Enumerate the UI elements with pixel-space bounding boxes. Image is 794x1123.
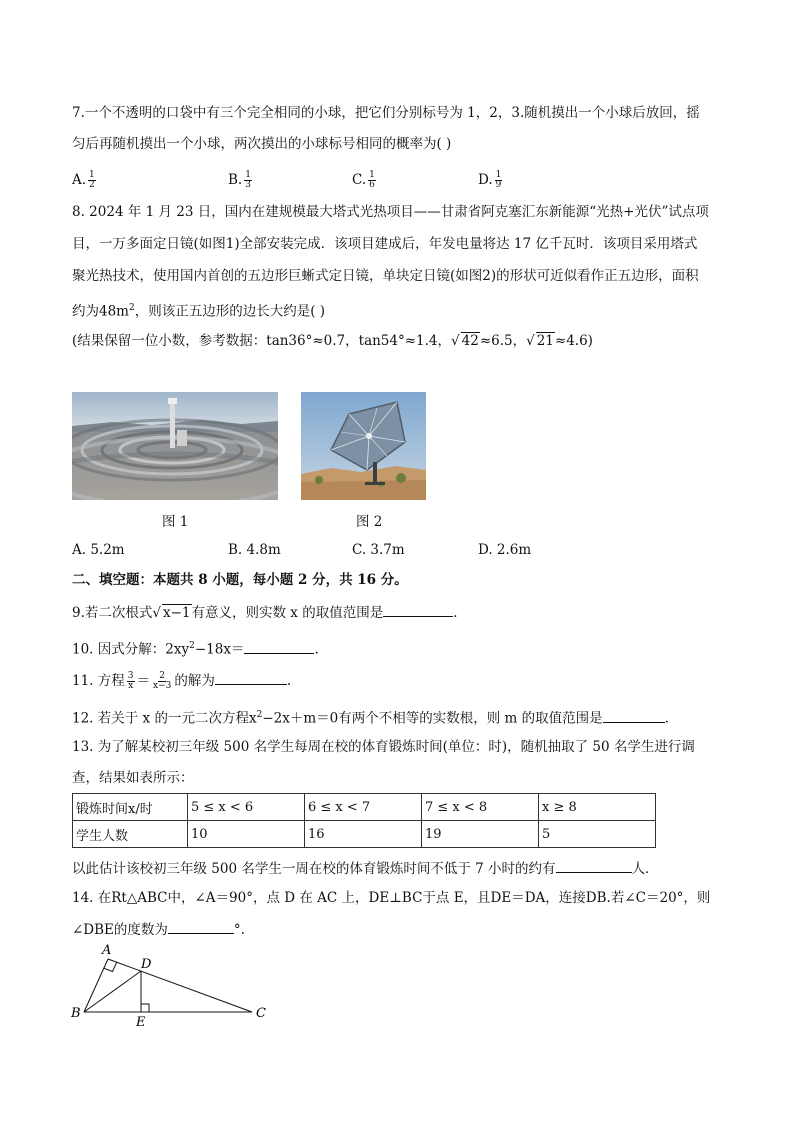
table-cell: x ≥ 8: [539, 794, 656, 821]
q13-line1: 13. 为了解某校初三年级 500 名学生每周在校的体育锻炼时间(单位：时)，随机抽取了 50 名学生进行调: [72, 739, 695, 755]
q11-answer-blank[interactable]: [215, 670, 287, 685]
figure2-pentagon-mirror-image: [301, 392, 426, 500]
q13-data-table: [72, 793, 656, 848]
q11: 11. 方程 $\frac{3}{x}$ ＝ $\frac{2}{x-3}$ 的解为 .: [72, 671, 292, 691]
fraction: $\frac{1}{6}$: [369, 170, 375, 190]
table-cell: 7 ≤ x < 8: [422, 794, 539, 821]
table-row: [73, 794, 656, 821]
fraction: $\frac{1}{9}$: [495, 170, 502, 190]
q12-answer-blank[interactable]: [603, 708, 665, 723]
q13-answer-blank[interactable]: [556, 858, 632, 873]
label-a: A: [102, 943, 112, 958]
q14-line2: ∠DBE的度数为 °.: [72, 919, 245, 940]
q14-answer-blank[interactable]: [168, 919, 234, 934]
table-cell: 5: [539, 821, 656, 848]
fraction: $\frac{1}{2}$: [89, 170, 95, 190]
figure2-caption: 图 2: [356, 514, 383, 530]
q10: 10. 因式分解：$2xy^2-18x=$ .: [72, 636, 319, 660]
q7-line2: 匀后再随机摸出一个小球，两次摸出的小球标号相同的概率为( ): [72, 136, 452, 152]
table-cell: 6 ≤ x < 7: [305, 794, 422, 821]
label-d: D: [141, 957, 152, 972]
table-row: [73, 821, 656, 848]
figure1-caption: 图 1: [162, 514, 189, 530]
table-cell: 学生人数: [73, 821, 188, 848]
q7-option-b[interactable]: B. $\frac{1}{3}$: [228, 170, 251, 190]
q8-reference-data: (结果保留一位小数，参考数据：tan36°≈0.7，tan54°≈1.4，√ 42≈6.5，√ 21≈4.6): [72, 333, 593, 349]
label-c: C: [256, 1006, 266, 1021]
q9-answer-blank[interactable]: [383, 602, 453, 617]
q8-line4: 约为$48m^2$，则该正五边形的边长大约是( ): [72, 303, 326, 320]
fraction: $\frac{1}{3}$: [245, 170, 251, 190]
q7-option-a[interactable]: A. $\frac{1}{2}$: [72, 170, 95, 190]
q7-option-c[interactable]: C. $\frac{1}{6}$: [352, 170, 375, 190]
q8-option-c[interactable]: C. 3.7m: [352, 542, 405, 558]
q13-line3: 以此估计该校初三年级 500 名学生一周在校的体育锻炼时间不低于 7 小时的约有 人．: [72, 858, 659, 879]
table-cell: 10: [188, 821, 305, 848]
figure1-solar-field-image: [72, 392, 278, 500]
q7-line1: 7.一个不透明的口袋中有三个完全相同的小球，把它们分别标号为 1，2，3.随机摸出一个小球后放回，摇: [72, 105, 700, 121]
q8-option-a[interactable]: A. 5.2m: [72, 542, 125, 558]
q8-option-b[interactable]: B. 4.8m: [228, 542, 281, 558]
q8-line2: 目，一万多面定日镜(如图1)全部安装完成．该项目建成后，年发电量将达 17 亿千瓦时．该项目采用塔式: [72, 236, 698, 252]
label-e: E: [136, 1015, 146, 1028]
table-cell: 5 ≤ x < 6: [188, 794, 305, 821]
q13-line2: 查，结果如表所示：: [72, 770, 194, 786]
q7-option-d[interactable]: D. $\frac{1}{9}$: [478, 170, 502, 190]
q9: 9.若二次根式√ x−1有意义，则实数 x 的取值范围是 .: [72, 602, 458, 623]
q14-line1: 14. 在Rt△ABC中，∠A＝90°，点 D 在 AC 上，DE⊥BC于点 E，且DE＝DA，连接DB.若∠C＝20°，则: [72, 890, 711, 906]
fraction: $\frac{2}{x-3}$: [153, 671, 172, 691]
table-cell: 19: [422, 821, 539, 848]
q8-line1: 8. 2024 年 1 月 23 日，国内在建规模最大塔式光热项目——甘肃省阿克塞汇东新能源“光热+光伏”试点项: [72, 204, 709, 220]
q12: 12. 若关于 x 的一元二次方程$x^2-2x+m=0$有两个不相等的实数根，则 m 的取值范围是 .: [72, 705, 669, 729]
table-cell: 锻炼时间x/时: [73, 794, 188, 821]
table-cell: 16: [305, 821, 422, 848]
section-heading-fill-in: 二、填空题：本题共 8 小题，每小题 2 分，共 16 分。: [72, 572, 408, 588]
q10-answer-blank[interactable]: [244, 639, 314, 654]
fraction: $\frac{3}{x}$: [127, 671, 134, 691]
q14-triangle-diagram: [68, 942, 274, 1028]
label-b: B: [71, 1006, 81, 1021]
q8-option-d[interactable]: D. 2.6m: [478, 542, 532, 558]
q8-line3: 聚光热技术，使用国内首创的五边形巨蜥式定日镜，单块定日镜(如图2)的形状可近似看作正五边形，面积: [72, 268, 699, 284]
